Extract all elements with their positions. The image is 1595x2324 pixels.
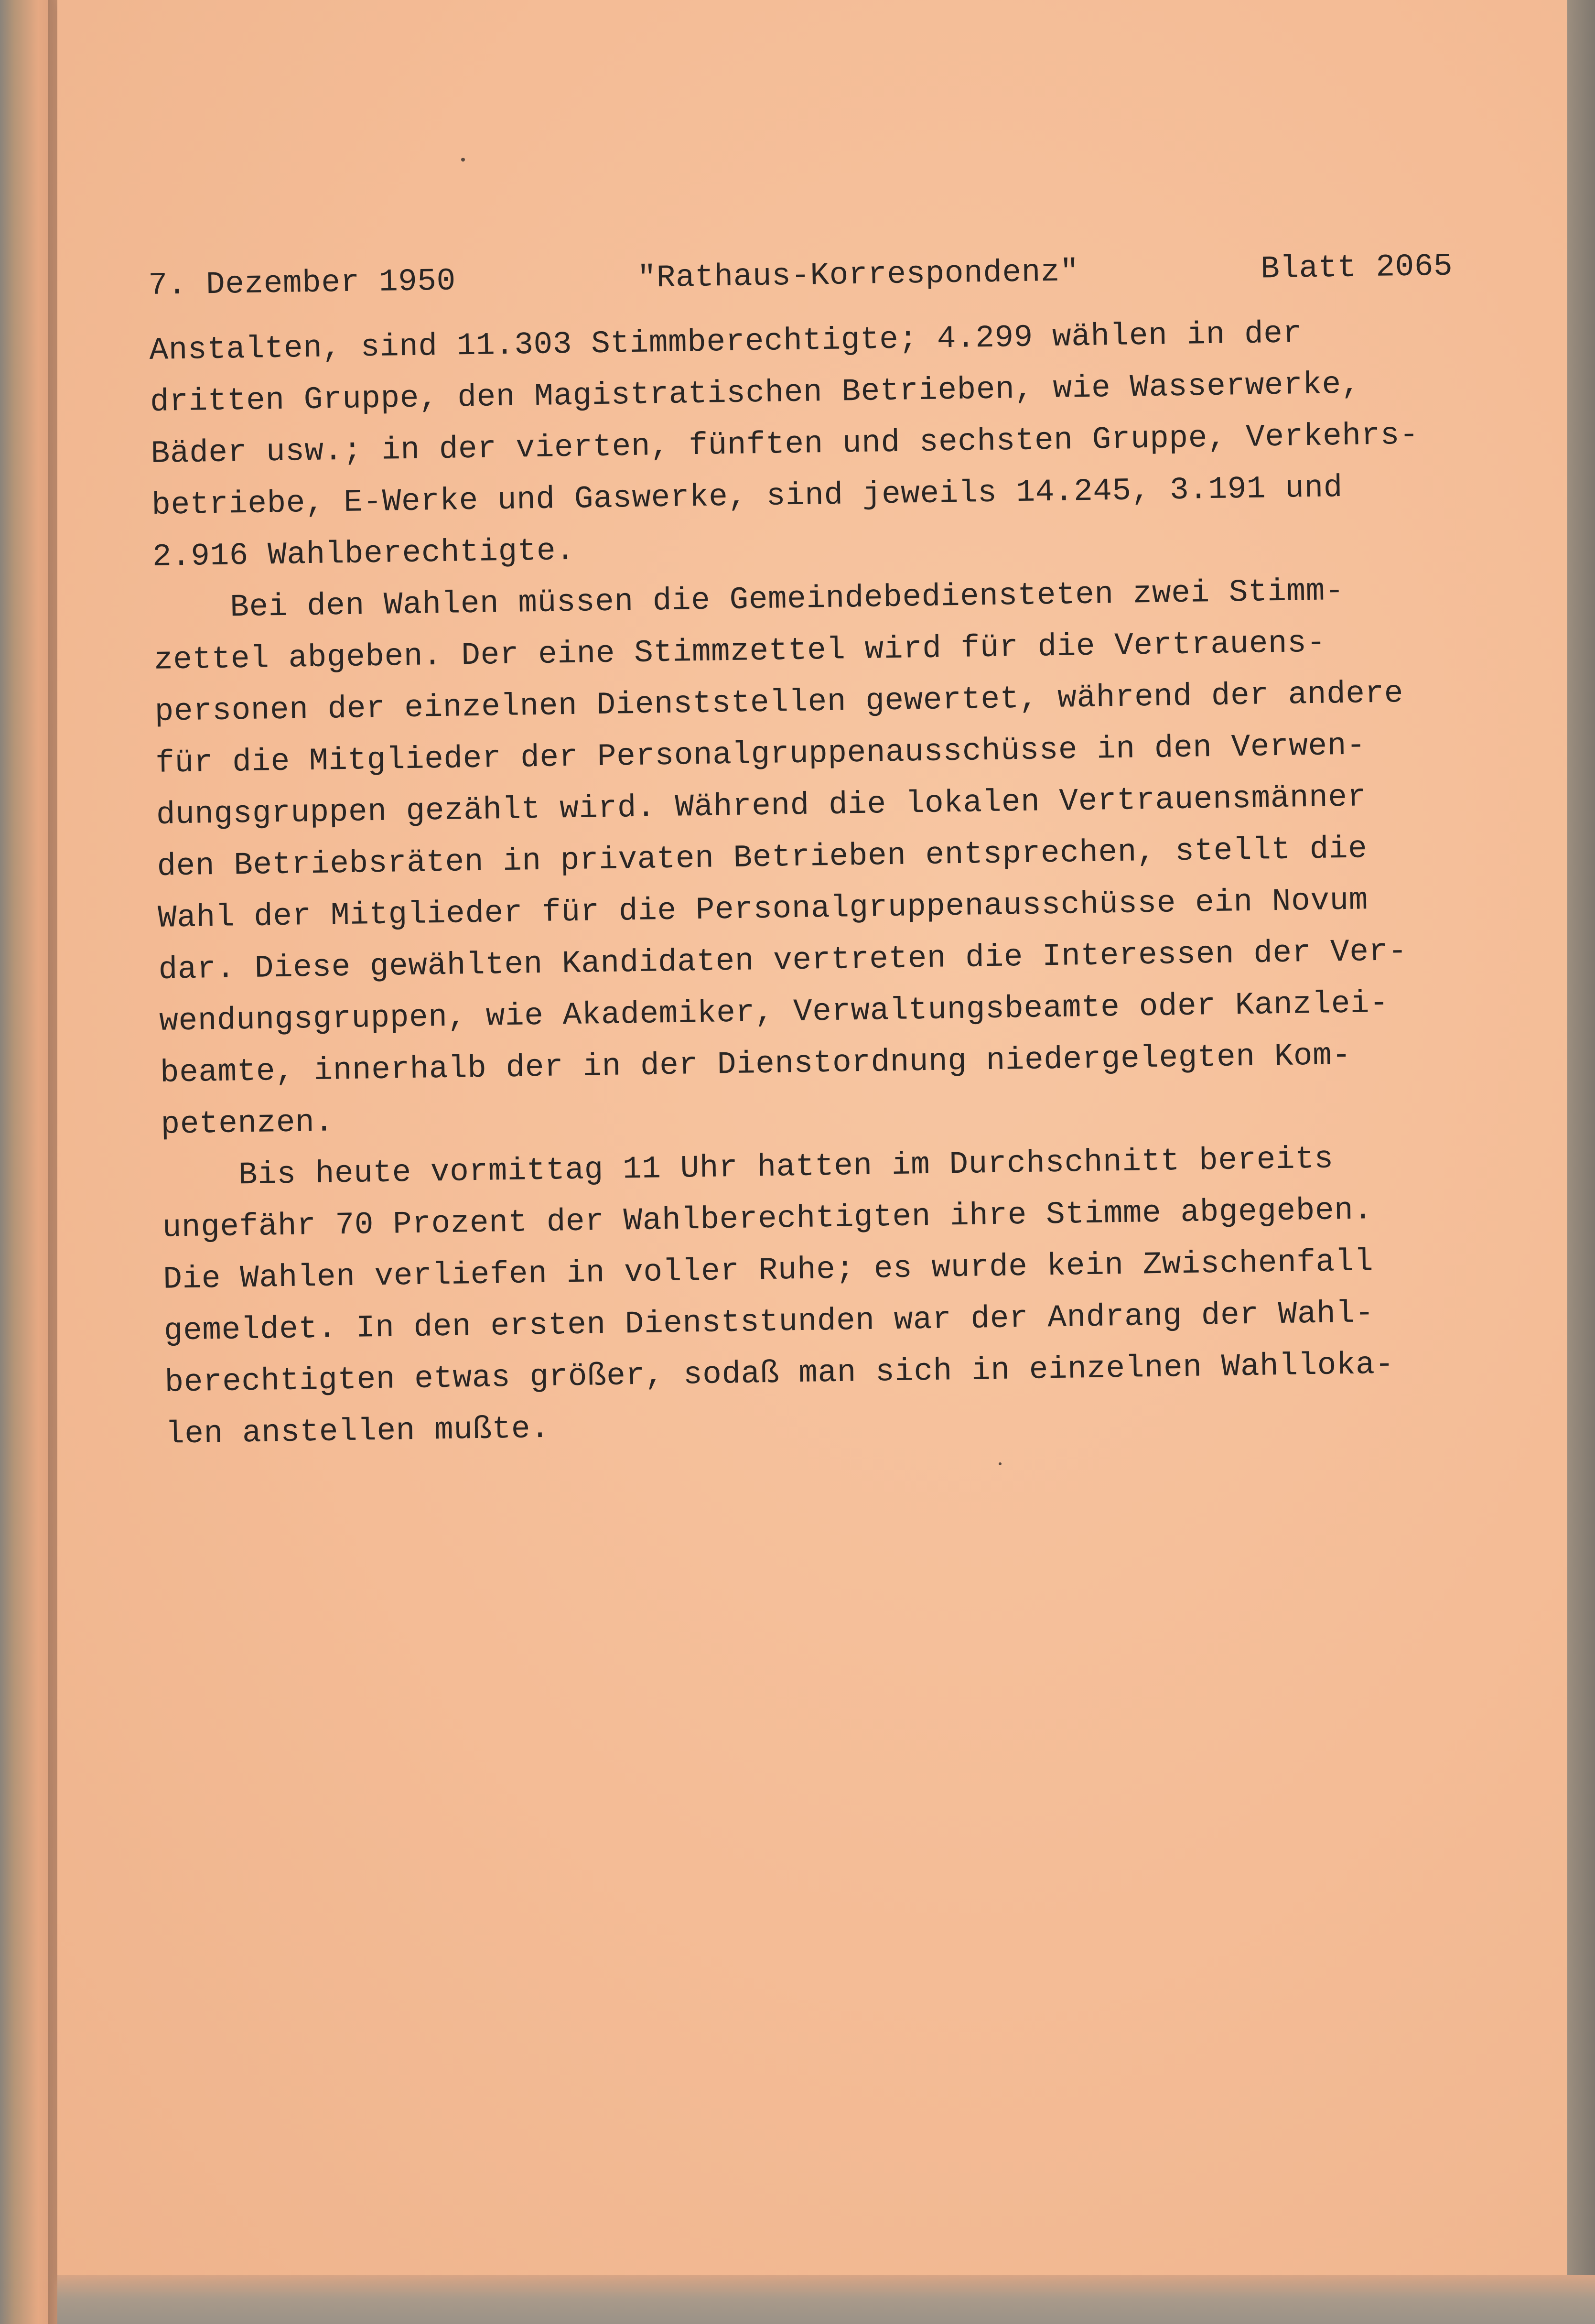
- text-line: len anstellen mußte.: [165, 1410, 550, 1452]
- text-line: dritten Gruppe, den Magistratischen Betrieben, wie Wasserwerke,: [150, 366, 1361, 420]
- text-line: den Betriebsräten in privaten Betrieben entsprechen, stellt die: [157, 831, 1368, 885]
- typewritten-text: [148, 248, 1499, 1460]
- header-date: 7. Dezember 1950: [148, 263, 456, 303]
- text-line: dar. Diese gewählten Kandidaten vertreten die Interessen der Ver-: [158, 933, 1408, 988]
- text-line: Anstalten, sind 11.303 Stimmberechtigte; 4.299 wählen in der: [149, 315, 1303, 368]
- text-line: ungefähr 70 Prozent der Wahlberechtigten ihre Stimme abgegeben.: [162, 1192, 1373, 1246]
- text-line: Wahl der Mitglieder für die Personalgruppenausschüsse ein Novum: [157, 882, 1369, 936]
- text-line: dungsgruppen gezählt wird. Während die lokalen Vertrauensmänner: [156, 779, 1367, 833]
- right-page-edge: [1567, 0, 1595, 2324]
- text-line: beamte, innerhalb der in der Dienstordnung niedergelegten Kom-: [160, 1037, 1352, 1091]
- text-line: Bei den Wahlen müssen die Gemeindebediensteten zwei Stimm-: [153, 573, 1345, 627]
- text-line: personen der einzelnen Dienststellen gewertet, während der andere: [154, 675, 1404, 730]
- text-line: betriebe, E-Werke und Gaswerke, sind jeweils 14.245, 3.191 und: [151, 469, 1343, 523]
- header-sheet-number: Blatt 2065: [1260, 248, 1453, 287]
- text-line: Bis heute vormittag 11 Uhr hatten im Durchschnitt bereits: [161, 1141, 1334, 1194]
- paper-speck: [999, 1462, 1002, 1465]
- bottom-page-edge: [57, 2275, 1595, 2324]
- body-text: [149, 305, 1499, 1460]
- text-line: petenzen.: [161, 1104, 334, 1143]
- text-line: wendungsgruppen, wie Akademiker, Verwaltungsbeamte oder Kanzlei-: [159, 985, 1389, 1039]
- text-line: 2.916 Wahlberechtigte.: [152, 532, 575, 575]
- paper-speck: [461, 158, 465, 162]
- text-line: Die Wahlen verliefen in voller Ruhe; es wurde kein Zwischenfall: [162, 1243, 1374, 1297]
- header-publication: "Rathaus-Korrespondenz": [637, 254, 1079, 296]
- text-line: zettel abgeben. Der eine Stimmzettel wird für die Vertrauens-: [153, 625, 1326, 678]
- text-line: Bäder usw.; in der vierten, fünften und sechsten Gruppe, Verkehrs-: [151, 417, 1419, 472]
- text-line: für die Mitglieder der Personalgruppenausschüsse in den Verwen-: [155, 727, 1366, 781]
- text-line: gemeldet. In den ersten Dienststunden war der Andrang der Wahl-: [163, 1295, 1375, 1349]
- text-line: berechtigten etwas größer, sodaß man sich in einzelnen Wahlloka-: [164, 1346, 1395, 1401]
